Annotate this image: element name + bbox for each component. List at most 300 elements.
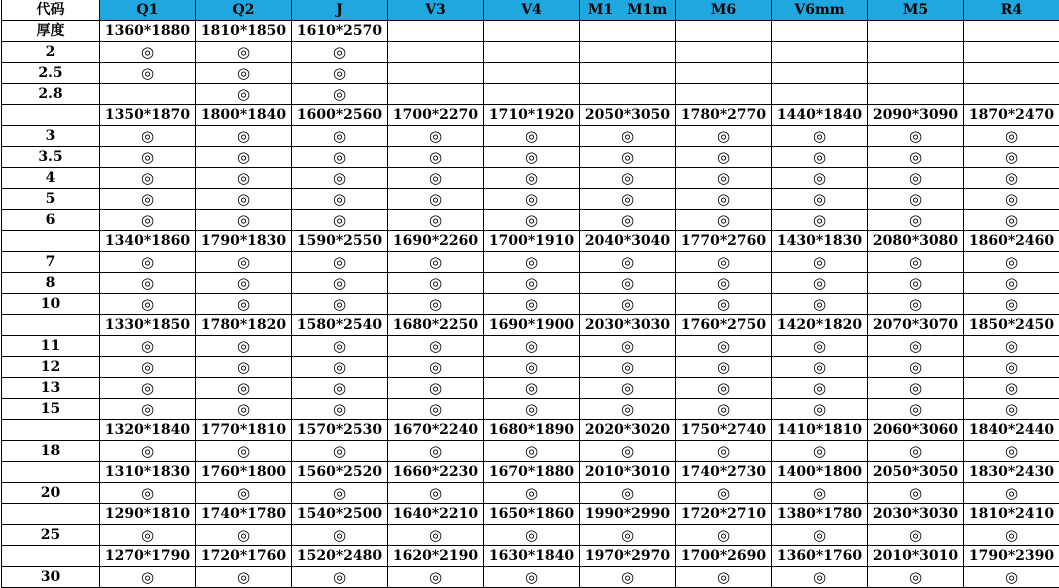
size-cell: 1790*2390 xyxy=(964,546,1059,567)
double-circle-icon: ◎ xyxy=(964,525,1059,546)
double-circle-icon: ◎ xyxy=(772,189,868,210)
double-circle-icon: ◎ xyxy=(196,336,292,357)
thickness-cell xyxy=(2,462,100,483)
double-circle-icon: ◎ xyxy=(196,273,292,294)
double-circle-icon: ◎ xyxy=(580,441,676,462)
size-cell: 1780*2770 xyxy=(676,105,772,126)
double-circle-icon: ◎ xyxy=(772,147,868,168)
double-circle-icon: ◎ xyxy=(196,252,292,273)
double-circle-icon: ◎ xyxy=(196,84,292,105)
size-cell: 1580*2540 xyxy=(292,315,388,336)
double-circle-icon: ◎ xyxy=(580,168,676,189)
size-cell: 1350*1870 xyxy=(100,105,196,126)
size-cell: 1840*2440 xyxy=(964,420,1059,441)
size-cell: 1360*1880 xyxy=(100,21,196,42)
double-circle-icon: ◎ xyxy=(388,294,484,315)
table-row xyxy=(2,504,1059,525)
table-row xyxy=(2,294,1059,315)
empty-cell xyxy=(100,84,196,105)
thickness-cell: 2.5 xyxy=(2,63,100,84)
double-circle-icon: ◎ xyxy=(580,378,676,399)
size-cell: 2080*3080 xyxy=(868,231,964,252)
double-circle-icon: ◎ xyxy=(772,567,868,588)
double-circle-icon: ◎ xyxy=(100,126,196,147)
double-circle-icon: ◎ xyxy=(580,567,676,588)
double-circle-icon: ◎ xyxy=(772,378,868,399)
double-circle-icon: ◎ xyxy=(388,126,484,147)
double-circle-icon: ◎ xyxy=(964,273,1059,294)
thickness-cell: 12 xyxy=(2,357,100,378)
empty-cell xyxy=(580,42,676,63)
thickness-cell: 15 xyxy=(2,399,100,420)
size-cell: 1700*2690 xyxy=(676,546,772,567)
double-circle-icon: ◎ xyxy=(292,273,388,294)
size-cell: 1610*2570 xyxy=(292,21,388,42)
thickness-cell xyxy=(2,231,100,252)
double-circle-icon: ◎ xyxy=(772,252,868,273)
thickness-cell: 11 xyxy=(2,336,100,357)
double-circle-icon: ◎ xyxy=(964,168,1059,189)
table-row xyxy=(2,168,1059,189)
double-circle-icon: ◎ xyxy=(580,294,676,315)
double-circle-icon: ◎ xyxy=(292,357,388,378)
size-cell: 2040*3040 xyxy=(580,231,676,252)
empty-cell xyxy=(868,63,964,84)
double-circle-icon: ◎ xyxy=(100,273,196,294)
header-cell: J xyxy=(292,0,388,21)
double-circle-icon: ◎ xyxy=(100,525,196,546)
size-cell: 1800*1840 xyxy=(196,105,292,126)
size-cell: 1760*1800 xyxy=(196,462,292,483)
table-row xyxy=(2,63,1059,84)
double-circle-icon: ◎ xyxy=(196,189,292,210)
empty-cell xyxy=(772,84,868,105)
double-circle-icon: ◎ xyxy=(388,336,484,357)
empty-cell xyxy=(484,63,580,84)
double-circle-icon: ◎ xyxy=(484,378,580,399)
empty-cell xyxy=(484,21,580,42)
double-circle-icon: ◎ xyxy=(676,567,772,588)
empty-cell xyxy=(964,63,1059,84)
empty-cell xyxy=(484,42,580,63)
size-cell: 1380*1780 xyxy=(772,504,868,525)
double-circle-icon: ◎ xyxy=(100,399,196,420)
empty-cell xyxy=(388,84,484,105)
double-circle-icon: ◎ xyxy=(388,567,484,588)
thickness-cell: 20 xyxy=(2,483,100,504)
double-circle-icon: ◎ xyxy=(196,42,292,63)
table-row xyxy=(2,315,1059,336)
double-circle-icon: ◎ xyxy=(868,126,964,147)
double-circle-icon: ◎ xyxy=(964,189,1059,210)
size-cell: 1570*2530 xyxy=(292,420,388,441)
double-circle-icon: ◎ xyxy=(484,399,580,420)
double-circle-icon: ◎ xyxy=(388,399,484,420)
size-cell: 1440*1840 xyxy=(772,105,868,126)
table-row xyxy=(2,546,1059,567)
double-circle-icon: ◎ xyxy=(772,168,868,189)
empty-cell xyxy=(484,84,580,105)
size-cell: 2020*3020 xyxy=(580,420,676,441)
double-circle-icon: ◎ xyxy=(676,126,772,147)
double-circle-icon: ◎ xyxy=(388,252,484,273)
thickness-cell: 6 xyxy=(2,210,100,231)
size-cell: 2050*3050 xyxy=(868,462,964,483)
double-circle-icon: ◎ xyxy=(580,357,676,378)
double-circle-icon: ◎ xyxy=(196,63,292,84)
size-cell: 2010*3010 xyxy=(868,546,964,567)
double-circle-icon: ◎ xyxy=(868,483,964,504)
table-row xyxy=(2,420,1059,441)
double-circle-icon: ◎ xyxy=(868,147,964,168)
double-circle-icon: ◎ xyxy=(964,336,1059,357)
double-circle-icon: ◎ xyxy=(196,168,292,189)
double-circle-icon: ◎ xyxy=(772,441,868,462)
double-circle-icon: ◎ xyxy=(676,399,772,420)
double-circle-icon: ◎ xyxy=(964,126,1059,147)
table-row xyxy=(2,252,1059,273)
double-circle-icon: ◎ xyxy=(964,357,1059,378)
double-circle-icon: ◎ xyxy=(772,210,868,231)
thickness-cell: 厚度 xyxy=(2,21,100,42)
size-cell: 1970*2970 xyxy=(580,546,676,567)
size-cell: 1700*1910 xyxy=(484,231,580,252)
double-circle-icon: ◎ xyxy=(388,525,484,546)
size-cell: 1650*1860 xyxy=(484,504,580,525)
double-circle-icon: ◎ xyxy=(676,441,772,462)
size-cell: 2010*3010 xyxy=(580,462,676,483)
double-circle-icon: ◎ xyxy=(292,252,388,273)
size-cell: 1680*2250 xyxy=(388,315,484,336)
size-cell: 1860*2460 xyxy=(964,231,1059,252)
double-circle-icon: ◎ xyxy=(964,567,1059,588)
empty-cell xyxy=(964,84,1059,105)
table-row xyxy=(2,462,1059,483)
empty-cell xyxy=(580,21,676,42)
double-circle-icon: ◎ xyxy=(868,210,964,231)
thickness-cell: 18 xyxy=(2,441,100,462)
table-row xyxy=(2,483,1059,504)
header-cell: M5 xyxy=(868,0,964,21)
double-circle-icon: ◎ xyxy=(196,357,292,378)
header-cell: Q2 xyxy=(196,0,292,21)
table-row xyxy=(2,84,1059,105)
empty-cell xyxy=(964,42,1059,63)
thickness-cell: 3.5 xyxy=(2,147,100,168)
double-circle-icon: ◎ xyxy=(676,210,772,231)
double-circle-icon: ◎ xyxy=(388,147,484,168)
size-cell: 1680*1890 xyxy=(484,420,580,441)
empty-cell xyxy=(676,42,772,63)
double-circle-icon: ◎ xyxy=(100,378,196,399)
size-cell: 1720*2710 xyxy=(676,504,772,525)
double-circle-icon: ◎ xyxy=(772,483,868,504)
double-circle-icon: ◎ xyxy=(868,294,964,315)
size-cell: 1430*1830 xyxy=(772,231,868,252)
empty-cell xyxy=(676,84,772,105)
size-cell: 1520*2480 xyxy=(292,546,388,567)
size-cell: 1560*2520 xyxy=(292,462,388,483)
size-cell: 1690*1900 xyxy=(484,315,580,336)
double-circle-icon: ◎ xyxy=(196,210,292,231)
table-row xyxy=(2,147,1059,168)
thickness-cell: 5 xyxy=(2,189,100,210)
double-circle-icon: ◎ xyxy=(484,273,580,294)
double-circle-icon: ◎ xyxy=(292,336,388,357)
size-cell: 1790*1830 xyxy=(196,231,292,252)
double-circle-icon: ◎ xyxy=(676,147,772,168)
empty-cell xyxy=(868,42,964,63)
empty-cell xyxy=(580,84,676,105)
double-circle-icon: ◎ xyxy=(868,525,964,546)
header-cell: M1 M1m xyxy=(580,0,676,21)
double-circle-icon: ◎ xyxy=(196,294,292,315)
double-circle-icon: ◎ xyxy=(388,441,484,462)
double-circle-icon: ◎ xyxy=(388,210,484,231)
empty-cell xyxy=(388,63,484,84)
double-circle-icon: ◎ xyxy=(484,189,580,210)
double-circle-icon: ◎ xyxy=(868,168,964,189)
empty-cell xyxy=(676,21,772,42)
empty-cell xyxy=(772,42,868,63)
size-cell: 1690*2260 xyxy=(388,231,484,252)
header-cell: Q1 xyxy=(100,0,196,21)
double-circle-icon: ◎ xyxy=(196,378,292,399)
table-row xyxy=(2,567,1059,588)
empty-cell xyxy=(388,42,484,63)
double-circle-icon: ◎ xyxy=(388,357,484,378)
double-circle-icon: ◎ xyxy=(676,336,772,357)
double-circle-icon: ◎ xyxy=(100,147,196,168)
double-circle-icon: ◎ xyxy=(100,168,196,189)
size-cell: 1710*1920 xyxy=(484,105,580,126)
double-circle-icon: ◎ xyxy=(580,126,676,147)
double-circle-icon: ◎ xyxy=(100,210,196,231)
size-cell: 1770*2760 xyxy=(676,231,772,252)
size-cell: 1870*2470 xyxy=(964,105,1059,126)
size-cell: 1310*1830 xyxy=(100,462,196,483)
size-cell: 1590*2550 xyxy=(292,231,388,252)
table-row xyxy=(2,357,1059,378)
thickness-cell: 30 xyxy=(2,567,100,588)
double-circle-icon: ◎ xyxy=(388,378,484,399)
table-row xyxy=(2,336,1059,357)
double-circle-icon: ◎ xyxy=(868,336,964,357)
double-circle-icon: ◎ xyxy=(676,189,772,210)
double-circle-icon: ◎ xyxy=(484,126,580,147)
size-cell: 2030*3030 xyxy=(580,315,676,336)
double-circle-icon: ◎ xyxy=(580,273,676,294)
double-circle-icon: ◎ xyxy=(484,336,580,357)
double-circle-icon: ◎ xyxy=(196,126,292,147)
size-cell: 1780*1820 xyxy=(196,315,292,336)
header-cell: V3 xyxy=(388,0,484,21)
size-cell: 1420*1820 xyxy=(772,315,868,336)
table-row xyxy=(2,105,1059,126)
double-circle-icon: ◎ xyxy=(772,294,868,315)
double-circle-icon: ◎ xyxy=(772,399,868,420)
double-circle-icon: ◎ xyxy=(292,483,388,504)
double-circle-icon: ◎ xyxy=(676,273,772,294)
double-circle-icon: ◎ xyxy=(772,126,868,147)
double-circle-icon: ◎ xyxy=(292,147,388,168)
table-row xyxy=(2,21,1059,42)
double-circle-icon: ◎ xyxy=(484,483,580,504)
size-cell: 2090*3090 xyxy=(868,105,964,126)
double-circle-icon: ◎ xyxy=(772,336,868,357)
double-circle-icon: ◎ xyxy=(964,252,1059,273)
double-circle-icon: ◎ xyxy=(868,357,964,378)
size-cell: 1340*1860 xyxy=(100,231,196,252)
thickness-cell: 3 xyxy=(2,126,100,147)
size-cell: 1830*2430 xyxy=(964,462,1059,483)
double-circle-icon: ◎ xyxy=(100,252,196,273)
double-circle-icon: ◎ xyxy=(100,42,196,63)
double-circle-icon: ◎ xyxy=(100,483,196,504)
size-cell: 1660*2230 xyxy=(388,462,484,483)
size-cell: 1600*2560 xyxy=(292,105,388,126)
double-circle-icon: ◎ xyxy=(964,210,1059,231)
header-cell: R4 xyxy=(964,0,1059,21)
double-circle-icon: ◎ xyxy=(676,252,772,273)
thickness-cell: 10 xyxy=(2,294,100,315)
double-circle-icon: ◎ xyxy=(196,483,292,504)
double-circle-icon: ◎ xyxy=(292,126,388,147)
size-cell: 1290*1810 xyxy=(100,504,196,525)
thickness-cell xyxy=(2,105,100,126)
double-circle-icon: ◎ xyxy=(964,441,1059,462)
double-circle-icon: ◎ xyxy=(484,357,580,378)
double-circle-icon: ◎ xyxy=(868,189,964,210)
double-circle-icon: ◎ xyxy=(292,294,388,315)
double-circle-icon: ◎ xyxy=(772,525,868,546)
table-row xyxy=(2,378,1059,399)
empty-cell xyxy=(772,21,868,42)
double-circle-icon: ◎ xyxy=(388,168,484,189)
double-circle-icon: ◎ xyxy=(292,441,388,462)
double-circle-icon: ◎ xyxy=(484,252,580,273)
double-circle-icon: ◎ xyxy=(196,399,292,420)
size-cell: 1640*2210 xyxy=(388,504,484,525)
double-circle-icon: ◎ xyxy=(292,168,388,189)
double-circle-icon: ◎ xyxy=(484,168,580,189)
double-circle-icon: ◎ xyxy=(676,294,772,315)
header-cell: M6 xyxy=(676,0,772,21)
size-cell: 1540*2500 xyxy=(292,504,388,525)
double-circle-icon: ◎ xyxy=(580,189,676,210)
double-circle-icon: ◎ xyxy=(388,483,484,504)
table-row xyxy=(2,210,1059,231)
double-circle-icon: ◎ xyxy=(484,525,580,546)
double-circle-icon: ◎ xyxy=(196,441,292,462)
double-circle-icon: ◎ xyxy=(676,357,772,378)
thickness-cell: 13 xyxy=(2,378,100,399)
double-circle-icon: ◎ xyxy=(772,273,868,294)
thickness-cell: 2.8 xyxy=(2,84,100,105)
double-circle-icon: ◎ xyxy=(964,378,1059,399)
table-row xyxy=(2,273,1059,294)
double-circle-icon: ◎ xyxy=(676,483,772,504)
size-cell: 1630*1840 xyxy=(484,546,580,567)
double-circle-icon: ◎ xyxy=(964,147,1059,168)
double-circle-icon: ◎ xyxy=(676,378,772,399)
header-row xyxy=(2,0,1059,21)
double-circle-icon: ◎ xyxy=(580,210,676,231)
size-cell: 1720*1760 xyxy=(196,546,292,567)
size-cell: 1760*2750 xyxy=(676,315,772,336)
double-circle-icon: ◎ xyxy=(676,168,772,189)
double-circle-icon: ◎ xyxy=(964,294,1059,315)
double-circle-icon: ◎ xyxy=(868,399,964,420)
double-circle-icon: ◎ xyxy=(292,210,388,231)
size-cell: 2050*3050 xyxy=(580,105,676,126)
size-cell: 2070*3070 xyxy=(868,315,964,336)
double-circle-icon: ◎ xyxy=(100,441,196,462)
double-circle-icon: ◎ xyxy=(868,378,964,399)
size-cell: 1770*1810 xyxy=(196,420,292,441)
size-cell: 1670*1880 xyxy=(484,462,580,483)
table-row xyxy=(2,441,1059,462)
size-cell: 2030*3030 xyxy=(868,504,964,525)
header-cell: V4 xyxy=(484,0,580,21)
double-circle-icon: ◎ xyxy=(580,147,676,168)
double-circle-icon: ◎ xyxy=(580,399,676,420)
thickness-cell: 8 xyxy=(2,273,100,294)
double-circle-icon: ◎ xyxy=(388,273,484,294)
double-circle-icon: ◎ xyxy=(964,399,1059,420)
size-cell: 1620*2190 xyxy=(388,546,484,567)
size-cell: 1320*1840 xyxy=(100,420,196,441)
double-circle-icon: ◎ xyxy=(484,441,580,462)
double-circle-icon: ◎ xyxy=(100,294,196,315)
empty-cell xyxy=(964,21,1059,42)
empty-cell xyxy=(868,84,964,105)
table-row xyxy=(2,231,1059,252)
double-circle-icon: ◎ xyxy=(100,567,196,588)
double-circle-icon: ◎ xyxy=(484,147,580,168)
double-circle-icon: ◎ xyxy=(484,210,580,231)
header-code-cell: 代码 xyxy=(2,0,100,21)
double-circle-icon: ◎ xyxy=(100,357,196,378)
double-circle-icon: ◎ xyxy=(580,525,676,546)
double-circle-icon: ◎ xyxy=(100,63,196,84)
double-circle-icon: ◎ xyxy=(484,567,580,588)
double-circle-icon: ◎ xyxy=(292,189,388,210)
double-circle-icon: ◎ xyxy=(292,84,388,105)
size-cell: 1750*2740 xyxy=(676,420,772,441)
size-cell: 1360*1760 xyxy=(772,546,868,567)
thickness-cell xyxy=(2,504,100,525)
size-cell: 1270*1790 xyxy=(100,546,196,567)
double-circle-icon: ◎ xyxy=(868,567,964,588)
double-circle-icon: ◎ xyxy=(580,252,676,273)
thickness-cell: 25 xyxy=(2,525,100,546)
double-circle-icon: ◎ xyxy=(580,336,676,357)
double-circle-icon: ◎ xyxy=(868,441,964,462)
double-circle-icon: ◎ xyxy=(388,189,484,210)
double-circle-icon: ◎ xyxy=(292,399,388,420)
thickness-cell: 4 xyxy=(2,168,100,189)
size-cell: 1740*2730 xyxy=(676,462,772,483)
thickness-cell xyxy=(2,315,100,336)
size-cell: 1400*1800 xyxy=(772,462,868,483)
table-row xyxy=(2,42,1059,63)
size-cell: 1670*2240 xyxy=(388,420,484,441)
size-cell: 1700*2270 xyxy=(388,105,484,126)
double-circle-icon: ◎ xyxy=(868,273,964,294)
double-circle-icon: ◎ xyxy=(772,357,868,378)
size-cell: 2060*3060 xyxy=(868,420,964,441)
